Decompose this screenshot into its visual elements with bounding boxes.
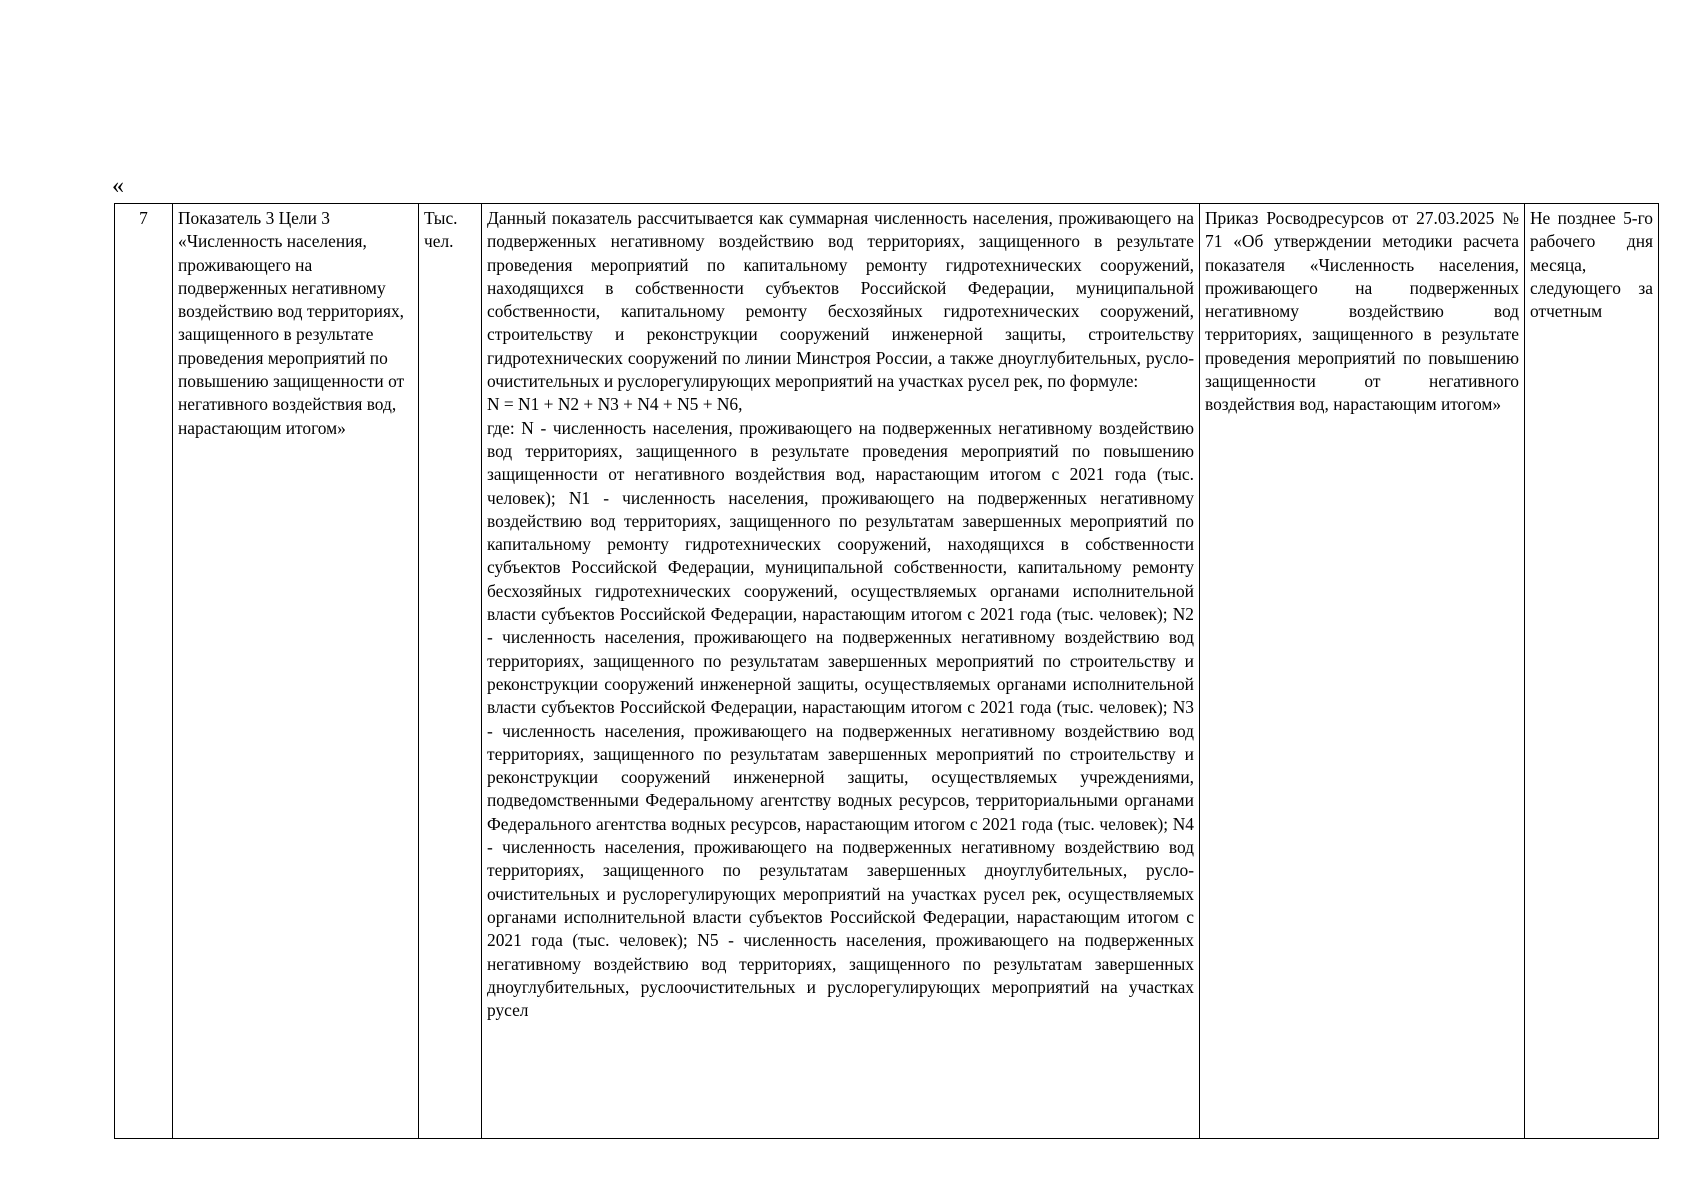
calculation-method-cell — [482, 204, 1200, 1139]
method-definitions-text: где: N - численность населения, проживающего на подверженных негативному воздействию вод территориях, защищенного в результате проведения мероприятий по повышению защищенности от негативного воздействия вод, нарастающим итогом с 2021 года (тыс. человек); N1 - численность населения, проживающего на подверженных негативному воздействию вод территориях, защищенного по результатам завершенных мероприятий по капитальному ремонту гидротехнических сооружений, находящихся в собственности субъектов Российской Федерации, муниципальной собственности, капитальному ремонту бесхозяйных гидротехнических сооружений, осуществляемых органами исполнительной власти субъектов Российской Федерации, нарастающим итогом с 2021 года (тыс. человек); N2 - численность населения, проживающего на подверженных негативному воздействию вод территориях, защищенного по результатам завершенных мероприятий по строительству и реконструкции сооружений инженерной защиты, осуществляемых органами исполнительной власти субъектов Российской Федерации, нарастающим итогом с 2021 года (тыс. человек); N3 - численность населения, проживающего на подверженных негативному воздействию вод территориях, защищенного по результатам завершенных мероприятий по строительству и реконструкции сооружений инженерной защиты, осуществляемых учреждениями, подведомственными Федеральному агентству водных ресурсов, территориальными органами Федерального агентства водных ресурсов, нарастающим итогом с 2021 года (тыс. человек); N4 - численность населения, проживающего на подверженных негативному воздействию вод территориях, защищенного по результатам завершенных дноуглубительных, руслоочистительных и руслорегулирующих мероприятий на участках русел рек, осуществляемых органами исполнительной власти субъектов Российской Федерации, нарастающим итогом с 2021 года (тыс. человек); N5 - численность населения, проживающего на подверженных негативному воздействию вод территориях, защищенного по результатам завершенных дноуглубительных, руслоочистительных и руслорегулирующих мероприятий на участках русел — [487, 417, 1194, 1021]
opening-quote-mark: « — [112, 173, 124, 199]
method-formula: N = N1 + N2 + N3 + N4 + N5 + N6, — [487, 394, 743, 415]
row-number-cell: 7 — [115, 204, 173, 1139]
indicator-table — [114, 203, 1659, 1139]
method-intro-text: Данный показатель рассчитывается как суммарная численность населения, проживающего на подверженных негативному воздействию вод территориях, защищенного в результате проведения мероприятий по капитальному ремонту гидротехнических сооружений, находящихся в собственности субъектов Российской Федерации, муниципальной собственности, капитальному ремонту бесхозяйных гидротехнических сооружений, строительству и реконструкции сооружений инженерной защиты, строительству гидротехнических сооружений по линии Минстроя России, а также дноуглубительных, руслоочистительных и руслорегулирующих мероприятий на участках русел рек, по формуле: — [487, 208, 1194, 392]
deadline-cell: Не позднее 5-го рабочего дня месяца, следующего за отчетным — [1525, 204, 1659, 1139]
table-row — [115, 204, 1659, 1139]
unit-cell: Тыс. чел. — [419, 204, 482, 1139]
source-document-cell: Приказ Росводресурсов от 27.03.2025 № 71 «Об утверждении методики расчета показателя «Численность населения, проживающего на подверженных негативному воздействию вод территориях, защищенного в результате проведения мероприятий по повышению защищенности от негативного воздействия вод, нарастающим итогом» — [1200, 204, 1525, 1139]
indicator-name-cell: Показатель 3 Цели 3 «Численность населения, проживающего на подверженных негативному воздействию вод территориях, защищенного в результате проведения мероприятий по повышению защищенности от негативного воздействия вод, нарастающим итогом» — [173, 204, 419, 1139]
